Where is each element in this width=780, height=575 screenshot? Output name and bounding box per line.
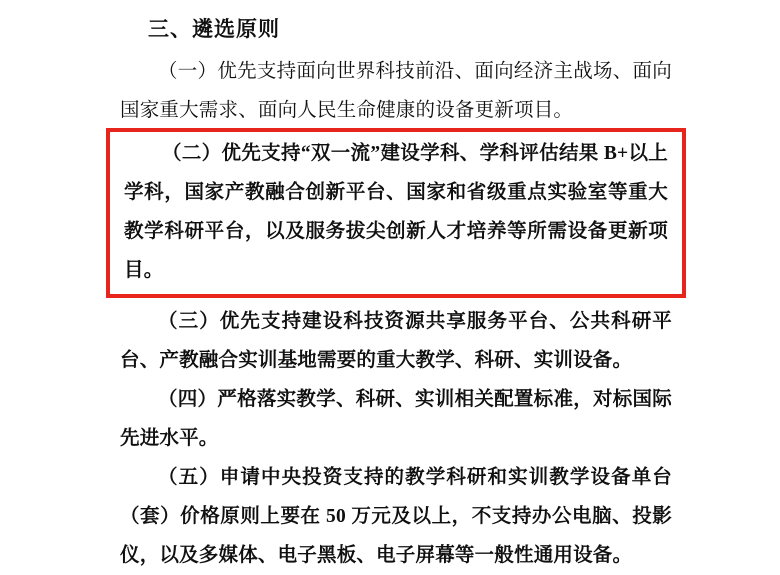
paragraph-item-2: （二）优先支持“双一流”建设学科、学科评估结果 B+以上学科，国家产教融合创新平台、国家和省级重点实验室等重大教学科研平台，以及服务拔尖创新人才培养等所需设备更新项目。	[124, 143, 668, 281]
highlighted-paragraph-region	[120, 132, 672, 294]
paragraph-item-4: （四）严格落实教学、科研、实训相关配置标准，对标国际先进水平。	[120, 389, 672, 449]
paragraph-item-3: （三）优先支持建设科技资源共享服务平台、公共科研平台、产教融合实训基地需要的重大教学、科研、实训设备。	[120, 311, 672, 371]
paragraph-item-5: （五）申请中央投资支持的教学科研和实训教学设备单台（套）价格原则上要在 50 万元及以上，不支持办公电脑、投影仪，以及多媒体、电子黑板、电子屏幕等一般性通用设备。	[120, 467, 672, 566]
page-title: 三、遴选原则	[148, 17, 280, 41]
paragraph-item-1: （一）优先支持面向世界科技前沿、面向经济主战场、面向国家重大需求、面向人民生命健康的设备更新项目。	[120, 61, 672, 121]
